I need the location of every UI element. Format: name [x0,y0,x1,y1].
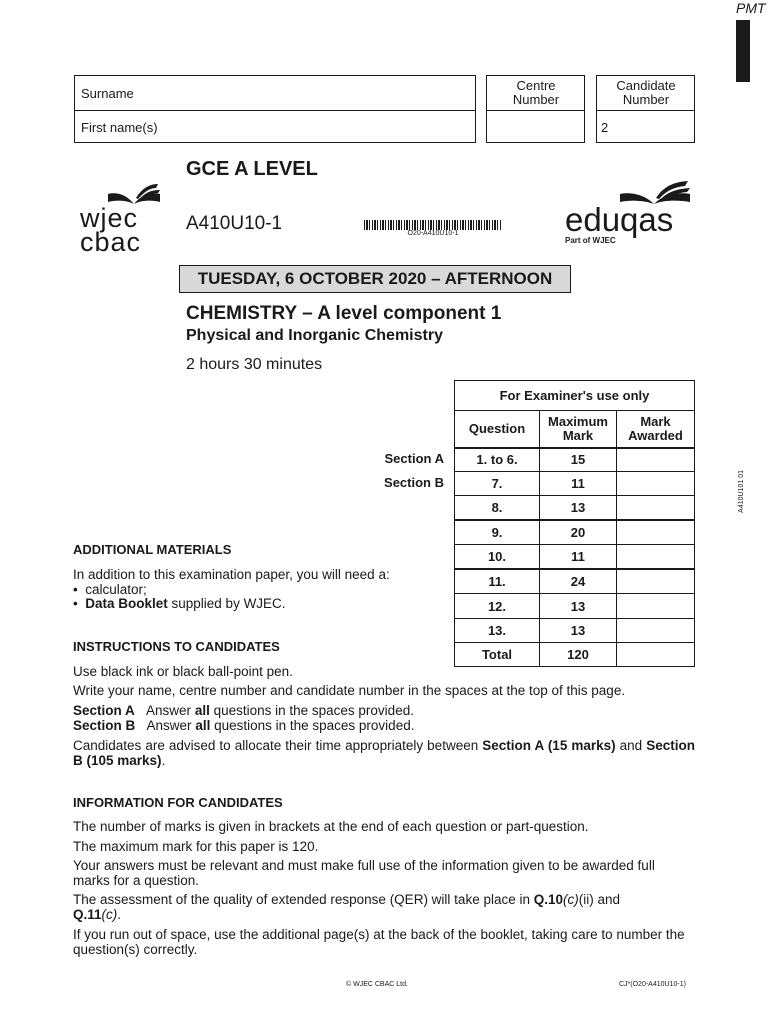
materials-intro: In addition to this examination paper, you will need a: [73,567,390,582]
instructions-section-b: Section B Answer all questions in the spaces provided. [73,718,415,733]
subject-subtitle: Physical and Inorganic Chemistry [186,327,443,344]
section-b-label: Section B [384,475,444,490]
footer-copyright: © WJEC CBAC Ltd. [346,981,408,988]
table-row: 7. 11 [455,472,695,496]
info-line-5: If you run out of space, use the additional page(s) at the back of the booklet, taking care to number the question(s) correctly. [73,927,685,957]
mark-awarded-cell[interactable] [617,545,695,569]
examiner-table-title: For Examiner's use only [455,381,695,411]
info-qer: The assessment of the quality of extended response (QER) will take place in Q.10(c)(ii) and Q.11(c). [73,892,621,922]
mark-awarded-cell[interactable] [617,520,695,545]
eduqas-subtitle: Part of WJEC [565,236,616,245]
first-names-field[interactable] [74,110,476,143]
table-row: 1. to 6. 15 [455,448,695,472]
candidate-number-header [596,75,695,111]
information-heading: INFORMATION FOR CANDIDATES [73,795,283,810]
barcode [364,220,502,230]
centre-number-field[interactable] [486,110,585,143]
instructions-heading: INSTRUCTIONS TO CANDIDATES [73,639,280,654]
centre-number-label: Centre Number [512,78,560,107]
instructions-line-1: Use black ink or black ball-point pen. [73,664,293,679]
table-row-total: Total 120 [455,643,695,667]
paper-code: A410U10-1 [186,213,283,234]
mark-awarded-cell[interactable] [617,619,695,643]
candidate-number-value: 2 [601,120,609,135]
exam-date: TUESDAY, 6 OCTOBER 2020 – AFTERNOON [179,265,571,293]
side-paper-code: A410U101 01 [738,470,745,513]
instructions-line-2: Write your name, centre number and candidate number in the spaces at the top of this page. [73,683,626,698]
examiner-marks-table [454,380,695,667]
first-names-label: First name(s) [81,120,158,135]
wjec-logo-text: wjec cbac [80,203,142,257]
subject-title: CHEMISTRY – A level component 1 [186,303,502,324]
col-max-mark: Maximum Mark [540,411,617,448]
materials-item-booklet: • Data Booklet supplied by WJEC. [73,596,286,611]
additional-materials-heading: ADDITIONAL MATERIALS [73,542,232,557]
info-line-2: The maximum mark for this paper is 120. [73,839,319,854]
pmt-label: PMT [736,0,766,16]
candidate-number-label: Candidate Number [616,78,676,107]
surname-label: Surname [81,86,134,101]
barcode-text: O20-A410U10-1 [407,230,459,237]
instructions-time-advice: Candidates are advised to allocate their time appropriately between Section A (15 marks) and Section B (105 marks). [73,738,695,768]
mark-awarded-cell[interactable] [617,496,695,520]
surname-field[interactable] [74,75,476,111]
section-a-label: Section A [384,451,444,466]
total-mark-cell[interactable] [617,643,695,667]
table-row: 9. 20 [455,520,695,545]
table-row: 13. 13 [455,619,695,643]
instructions-section-a: Section A Answer all questions in the spaces provided. [73,703,414,718]
info-line-1: The number of marks is given in brackets at the end of each question or part-question. [73,819,589,834]
mark-awarded-cell[interactable] [617,472,695,496]
mark-awarded-cell[interactable] [617,448,695,472]
table-row: 12. 13 [455,594,695,619]
table-row: 11. 24 [455,569,695,594]
candidate-number-field[interactable] [596,110,695,143]
footer-reference: CJ*(O20-A410U10-1) [619,981,686,988]
col-question: Question [455,411,540,448]
qualification-level: GCE A LEVEL [186,158,318,180]
centre-number-header [486,75,585,111]
materials-item-calculator: • calculator; [73,582,147,597]
corner-black-bar [736,20,750,82]
eduqas-logo-text: eduqas [565,201,674,238]
col-mark-awarded: Mark Awarded [617,411,695,448]
exam-duration: 2 hours 30 minutes [186,356,323,373]
info-line-3: Your answers must be relevant and must make full use of the information given to be awarded full marks for a question. [73,858,655,888]
table-row: 10. 11 [455,545,695,569]
table-row: 8. 13 [455,496,695,520]
